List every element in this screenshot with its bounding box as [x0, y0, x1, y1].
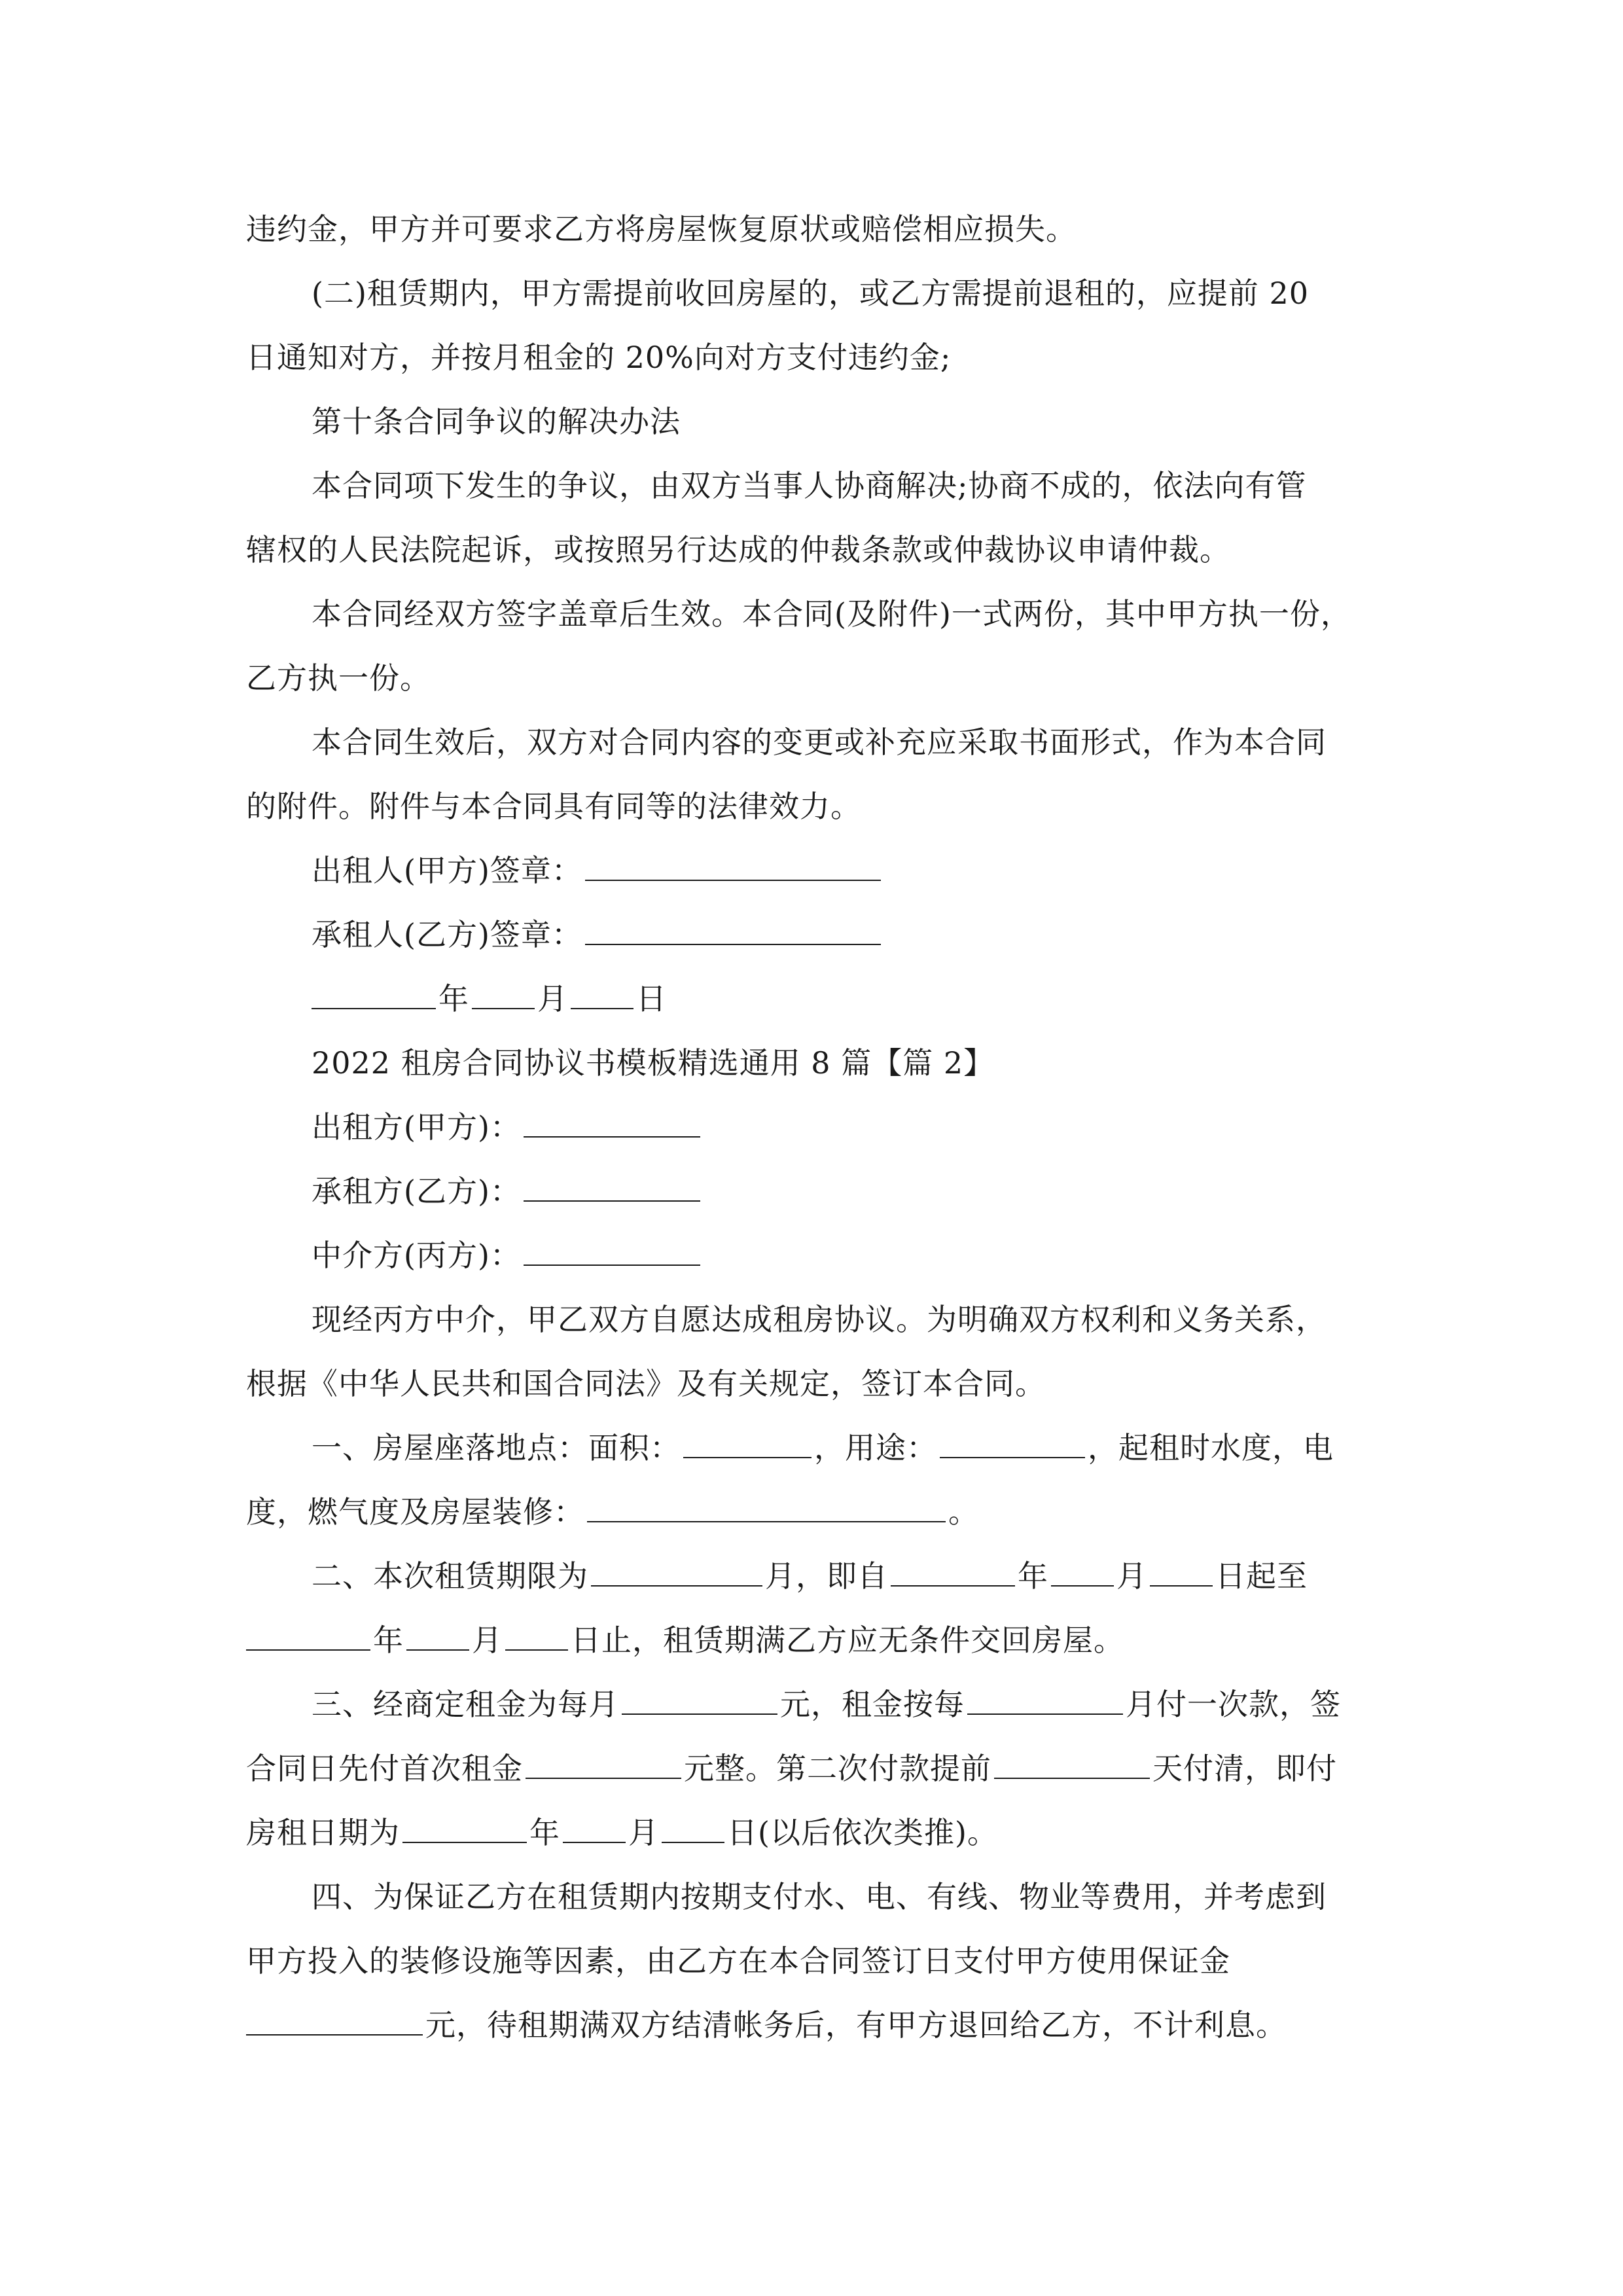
- intro-line-2: 根据《中华人民共和国合同法》及有关规定，签订本合同。: [246, 1366, 1046, 1401]
- party-b-blank: [524, 1170, 700, 1202]
- section-title: 2022 租房合同协议书模板精选通用 8 篇【篇 2】: [312, 1045, 995, 1081]
- party-b-label: 承租方(乙方)：: [312, 1174, 521, 1209]
- clause-three-text-f: 天付清，即付: [1152, 1751, 1337, 1786]
- clause-one-text-a: 一、房屋座落地点：面积：: [312, 1430, 681, 1465]
- clause-two-text-d: 月: [1116, 1558, 1147, 1594]
- text-line-5: 本合同项下发生的争议，由双方当事人协商解决;协商不成的，依法向有管: [312, 468, 1307, 503]
- year-label: 年: [438, 981, 469, 1016]
- day-label: 日: [636, 981, 667, 1016]
- first-rent-blank: [526, 1748, 681, 1779]
- clause-two-text-f: 年: [373, 1623, 404, 1658]
- lessor-signature-label: 出租人(甲方)签章：: [312, 853, 582, 888]
- day-blank: [571, 978, 633, 1009]
- year-blank: [312, 978, 436, 1009]
- area-blank: [683, 1427, 812, 1458]
- text-line-8: 乙方执一份。: [246, 660, 431, 696]
- clause-two-text-e: 日起至: [1215, 1558, 1308, 1594]
- clause-two-text-c: 年: [1018, 1558, 1048, 1594]
- start-month-blank: [1051, 1555, 1114, 1587]
- clause-three-text-i: 月: [628, 1815, 659, 1850]
- intro-line-1: 现经丙方中介，甲乙双方自愿达成租房协议。为明确双方权利和义务关系，: [312, 1302, 1327, 1337]
- text-line-7: 本合同经双方签字盖章后生效。本合同(及附件)一式两份，其中甲方执一份，: [312, 596, 1351, 632]
- clause-three-line-3: [246, 1812, 998, 1854]
- end-month-blank: [406, 1619, 469, 1651]
- start-day-blank: [1150, 1555, 1213, 1587]
- party-a-blank: [524, 1106, 700, 1138]
- clause-one-text-b: ，用途：: [814, 1430, 937, 1465]
- clause-two-line-2: [246, 1619, 1124, 1661]
- clause-three-text-g: 房租日期为: [246, 1815, 400, 1850]
- clause-one-line-1: [312, 1427, 1334, 1469]
- party-c-line: [312, 1234, 703, 1276]
- party-c-label: 中介方(丙方)：: [312, 1238, 521, 1273]
- month-label: 月: [537, 981, 568, 1016]
- lease-term-blank: [591, 1555, 762, 1587]
- start-year-blank: [891, 1555, 1015, 1587]
- text-line-6: 辖权的人民法院起诉，或按照另行达成的仲裁条款或仲裁协议申请仲裁。: [246, 532, 1230, 567]
- clause-three-text-j: 日(以后依次类推)。: [727, 1815, 998, 1850]
- clause-three-text-d: 合同日先付首次租金: [246, 1751, 523, 1786]
- clause-four-line-2: 甲方投入的装修设施等因素，由乙方在本合同签订日支付甲方使用保证金: [246, 1943, 1230, 1979]
- month-blank: [472, 978, 535, 1009]
- lessee-signature-blank: [585, 914, 881, 945]
- pay-month-blank: [563, 1812, 626, 1843]
- text-line-2: (二)租赁期内，甲方需提前收回房屋的，或乙方需提前退租的，应提前 20: [312, 276, 1310, 311]
- clause-three-line-1: [312, 1683, 1341, 1725]
- party-c-blank: [524, 1234, 700, 1266]
- clause-two-text-h: 日止，租赁期满乙方应无条件交回房屋。: [571, 1623, 1124, 1658]
- clause-one-text-c: ，起租时水度，电: [1088, 1430, 1334, 1465]
- pay-year-blank: [402, 1812, 527, 1843]
- decoration-blank: [587, 1491, 946, 1522]
- party-b-line: [312, 1170, 703, 1212]
- advance-days-blank: [994, 1748, 1150, 1779]
- end-year-blank: [246, 1619, 370, 1651]
- clause-four-line-3: [246, 2004, 1287, 2046]
- clause-two-text-a: 二、本次租赁期限为: [312, 1558, 588, 1594]
- text-line-9: 本合同生效后，双方对合同内容的变更或补充应采取书面形式，作为本合同: [312, 725, 1327, 760]
- clause-one-line-2: [246, 1491, 979, 1533]
- text-line-1: 违约金，甲方并可要求乙方将房屋恢复原状或赔偿相应损失。: [246, 211, 1077, 247]
- clause-ten-title: 第十条合同争议的解决办法: [312, 404, 681, 439]
- end-day-blank: [505, 1619, 568, 1651]
- clause-one-text-e: 。: [948, 1494, 979, 1530]
- clause-three-text-a: 三、经商定租金为每月: [312, 1687, 619, 1722]
- text-line-10: 的附件。附件与本合同具有同等的法律效力。: [246, 789, 861, 824]
- clause-two-text-b: 月，即自: [765, 1558, 888, 1594]
- clause-four-text-c: 元，待租期满双方结清帐务后，有甲方退回给乙方，不计利息。: [425, 2007, 1287, 2043]
- clause-three-text-h: 年: [529, 1815, 560, 1850]
- clause-two-text-g: 月: [472, 1623, 503, 1658]
- lessee-signature-line: [312, 914, 883, 956]
- date-line: [312, 978, 667, 1020]
- clause-three-text-e: 元整。第二次付款提前: [684, 1751, 991, 1786]
- clause-four-line-1: 四、为保证乙方在租赁期内按期支付水、电、有线、物业等费用，并考虑到: [312, 1879, 1327, 1914]
- deposit-blank: [246, 2004, 423, 2036]
- usage-blank: [940, 1427, 1085, 1458]
- pay-period-blank: [967, 1683, 1123, 1715]
- clause-three-line-2: [246, 1748, 1337, 1789]
- lessor-signature-line: [312, 850, 883, 891]
- monthly-rent-blank: [622, 1683, 777, 1715]
- clause-two-line-1: [312, 1555, 1308, 1597]
- lessor-signature-blank: [585, 850, 881, 881]
- pay-day-blank: [662, 1812, 724, 1843]
- party-a-line: [312, 1106, 703, 1148]
- clause-one-text-d: 度，燃气度及房屋装修：: [246, 1494, 584, 1530]
- clause-three-text-b: 元，租金按每: [780, 1687, 965, 1722]
- clause-three-text-c: 月付一次款，签: [1126, 1687, 1341, 1722]
- text-line-3: 日通知对方，并按月租金的 20%向对方支付违约金;: [246, 340, 952, 375]
- lessee-signature-label: 承租人(乙方)签章：: [312, 917, 582, 952]
- party-a-label: 出租方(甲方)：: [312, 1109, 521, 1145]
